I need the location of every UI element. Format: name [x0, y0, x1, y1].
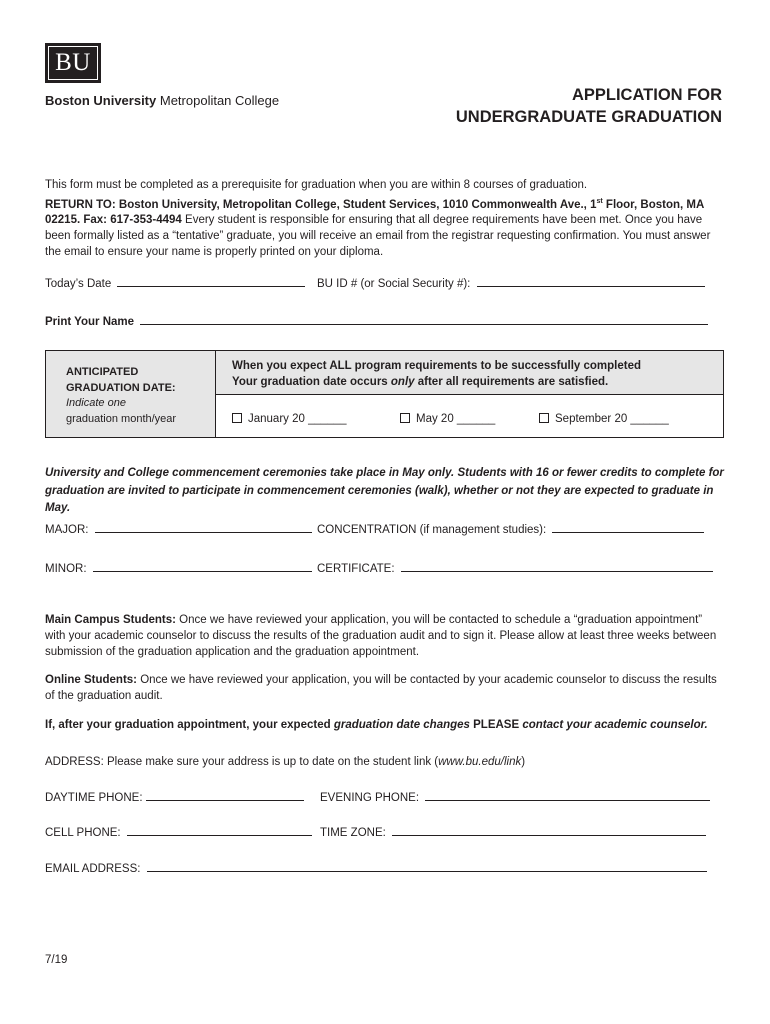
major-row — [45, 523, 312, 536]
intro-paragraph — [45, 178, 725, 261]
print-name-field[interactable] — [140, 315, 708, 325]
bu-logo — [45, 43, 101, 83]
print-name-row — [45, 315, 708, 328]
checkbox-icon[interactable] — [539, 413, 549, 423]
header-line1: When you expect ALL program requirements to be successfully completed — [232, 360, 641, 372]
header-line2-b: after all requirements are satisfied. — [414, 376, 609, 388]
time-zone-label: TIME ZONE: — [320, 827, 386, 839]
daytime-phone-label: DAYTIME PHONE: — [45, 792, 143, 804]
major-label: MAJOR: — [45, 524, 89, 536]
intro-line1: This form must be completed as a prerequisite for graduation when you are within 8 courses of graduation. — [45, 179, 588, 191]
intro-rest: Every student is responsible for ensuring that all degree requirements have been met. Once you have been formally listed as a “tentative” graduate, you will receive an email from the registrar requesting confirmation. You must answer the email to ensure your name is properly printed on your diploma. — [45, 214, 711, 259]
bu-logo-letters: BU — [48, 46, 98, 80]
date-change-c: PLEASE — [469, 719, 523, 731]
todays-date-label: Today’s Date — [45, 278, 112, 290]
address-end: ) — [521, 756, 526, 768]
bu-id-row — [317, 277, 705, 290]
return-address-sup: st — [596, 197, 603, 205]
header-line2 — [232, 374, 723, 390]
cell-phone-label: CELL PHONE: — [45, 827, 121, 839]
minor-row — [45, 562, 312, 575]
email-label: EMAIL ADDRESS: — [45, 863, 141, 875]
cell-phone-field[interactable] — [127, 826, 312, 836]
graduation-box-header — [216, 351, 723, 395]
email-row — [45, 862, 707, 875]
date-change-d: contact your academic counselor. — [522, 719, 708, 731]
address-row — [45, 756, 525, 768]
date-change-a: If, after your graduation appointment, your expected — [45, 719, 334, 731]
bu-id-label: BU ID # (or Social Security #): — [317, 278, 471, 290]
online-label: Online Students: — [45, 674, 137, 686]
date-change-b: graduation date changes — [333, 719, 470, 731]
main-campus-note — [45, 613, 725, 660]
bu-id-field[interactable] — [477, 277, 705, 287]
indicate-one-label: Indicate one — [66, 397, 126, 409]
form-title-line2: UNDERGRADUATE GRADUATION — [455, 108, 722, 126]
graduation-date-label: GRADUATION DATE: — [66, 381, 176, 394]
minor-field[interactable] — [93, 562, 312, 572]
graduation-date-box — [45, 350, 724, 438]
option-may-label: May 20 ______ — [416, 413, 496, 425]
todays-date-field[interactable] — [117, 277, 305, 287]
online-note — [45, 673, 725, 705]
option-may[interactable] — [400, 413, 495, 425]
option-september[interactable] — [539, 413, 669, 425]
main-campus-text: Once we have reviewed your application, you will be contacted to schedule a “graduation appointment” with your academic counselor to discuss the results of the graduation audit and to sign it. Please allow at least three weeks between submission of the graduation application and the graduation appointment. — [45, 614, 717, 658]
certificate-row — [317, 562, 713, 575]
checkbox-icon[interactable] — [400, 413, 410, 423]
option-january-label: January 20 ______ — [248, 413, 347, 425]
certificate-field[interactable] — [401, 562, 713, 572]
main-campus-label: Main Campus Students: — [45, 614, 176, 626]
graduation-date-label-cell — [46, 351, 216, 437]
option-september-label: September 20 ______ — [555, 413, 669, 425]
online-text: Once we have reviewed your application, you will be contacted by your academic counselor to discuss the results of the graduation audit. — [45, 674, 717, 702]
org-name-bold: Boston University — [45, 93, 157, 108]
checkbox-icon[interactable] — [232, 413, 242, 423]
daytime-phone-row — [45, 791, 304, 804]
address-label: ADDRESS: Please make sure your address is up to date on the student link ( — [45, 756, 439, 768]
anticipated-label: ANTICIPATED — [66, 366, 139, 378]
month-year-label: graduation month/year — [66, 412, 177, 425]
student-link[interactable]: www.bu.edu/link — [438, 756, 522, 768]
concentration-label: CONCENTRATION (if management studies): — [317, 524, 547, 536]
evening-phone-row — [320, 791, 710, 804]
certificate-label: CERTIFICATE: — [317, 563, 395, 575]
time-zone-field[interactable] — [392, 826, 706, 836]
option-january[interactable] — [232, 413, 346, 425]
graduation-options — [216, 395, 723, 437]
evening-phone-label: EVENING PHONE: — [320, 792, 420, 804]
header-line2-a: Your graduation date occurs — [232, 376, 391, 388]
print-name-label: Print Your Name — [45, 316, 135, 328]
minor-label: MINOR: — [45, 563, 87, 575]
time-zone-row — [320, 826, 706, 839]
email-field[interactable] — [147, 862, 707, 872]
evening-phone-field[interactable] — [425, 791, 710, 801]
form-title — [456, 84, 722, 128]
commencement-note: University and College commencement ceremonies take place in May only. Students with 16 or fewer credits to complete for graduation are invited to participate in commencement ceremonies (walk), whether or not they are expected to graduate in May. — [45, 467, 724, 514]
major-field[interactable] — [95, 523, 312, 533]
org-name — [45, 93, 279, 108]
daytime-phone-field[interactable] — [146, 791, 304, 801]
todays-date-row — [45, 277, 305, 290]
concentration-field[interactable] — [552, 523, 704, 533]
cell-phone-row — [45, 826, 312, 839]
date-change-note — [45, 718, 725, 734]
form-title-line1: APPLICATION FOR — [571, 86, 722, 104]
return-address-a: RETURN TO: Boston University, Metropolitan College, Student Services, 1010 Commonwealth Ave., 1 — [45, 198, 597, 211]
return-address-b: Floor, Boston, MA 02215. Fax: 617-353-4494 — [45, 198, 704, 227]
concentration-row — [317, 523, 704, 536]
header-line2-em: only — [390, 376, 415, 388]
form-version: 7/19 — [45, 954, 68, 966]
org-name-regular: Metropolitan College — [159, 93, 280, 108]
